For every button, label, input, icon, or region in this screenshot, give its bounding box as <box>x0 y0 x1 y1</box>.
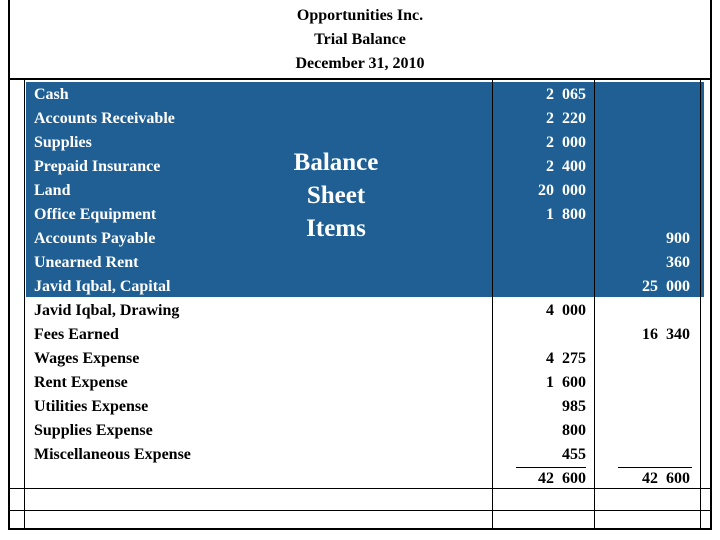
header-divider <box>8 78 712 80</box>
debit-amount: 4 275 <box>546 350 586 367</box>
col-line-credit-left <box>594 78 595 530</box>
col-line-debit-left <box>492 78 493 530</box>
account-name: Cash <box>34 86 69 103</box>
account-name: Accounts Payable <box>34 230 156 247</box>
callout-line: Balance <box>293 149 379 176</box>
debit-amount: 20 000 <box>538 182 586 199</box>
callout-line: Items <box>306 215 366 242</box>
credit-amount: 360 <box>666 254 690 271</box>
account-name: Utilities Expense <box>34 398 149 415</box>
debit-amount: 1 600 <box>546 374 586 391</box>
account-name: Fees Earned <box>34 326 119 343</box>
account-name: Supplies Expense <box>34 422 153 439</box>
frame-bottom <box>8 528 712 530</box>
report-title: Trial Balance <box>314 31 406 48</box>
company-name: Opportunities Inc. <box>296 7 424 24</box>
debit-amount: 2 065 <box>546 86 586 103</box>
account-name: Javid Iqbal, Capital <box>34 278 171 295</box>
credit-total: 42 600 <box>642 470 690 487</box>
account-name: Rent Expense <box>34 374 128 391</box>
account-name: Unearned Rent <box>34 254 139 271</box>
credit-amount: 16 340 <box>642 326 690 343</box>
account-name: Accounts Receivable <box>34 110 175 127</box>
account-name: Land <box>34 182 71 199</box>
col-line-credit-right <box>700 78 701 530</box>
balance-sheet-callout <box>278 146 394 245</box>
account-name: Supplies <box>34 134 92 151</box>
debit-amount: 2 000 <box>546 134 586 151</box>
debit-amount: 4 000 <box>546 302 586 319</box>
debit-amount: 455 <box>562 446 586 463</box>
debit-amount: 2 220 <box>546 110 586 127</box>
callout-line: Sheet <box>306 182 366 209</box>
debit-amount: 985 <box>562 398 586 415</box>
account-name: Javid Iqbal, Drawing <box>34 302 180 319</box>
account-name: Office Equipment <box>34 206 157 223</box>
credit-amount: 25 000 <box>642 278 690 295</box>
account-name: Miscellaneous Expense <box>34 446 191 463</box>
report-date: December 31, 2010 <box>295 55 425 72</box>
row-line <box>8 488 712 489</box>
account-name: Wages Expense <box>34 350 140 367</box>
debit-amount: 800 <box>562 422 586 439</box>
account-name: Prepaid Insurance <box>34 158 161 175</box>
row-line <box>8 510 712 511</box>
col-line-margin <box>24 78 25 530</box>
credit-amount: 900 <box>666 230 690 247</box>
debit-amount: 2 400 <box>546 158 586 175</box>
debit-amount: 1 800 <box>546 206 586 223</box>
debit-total: 42 600 <box>538 470 586 487</box>
